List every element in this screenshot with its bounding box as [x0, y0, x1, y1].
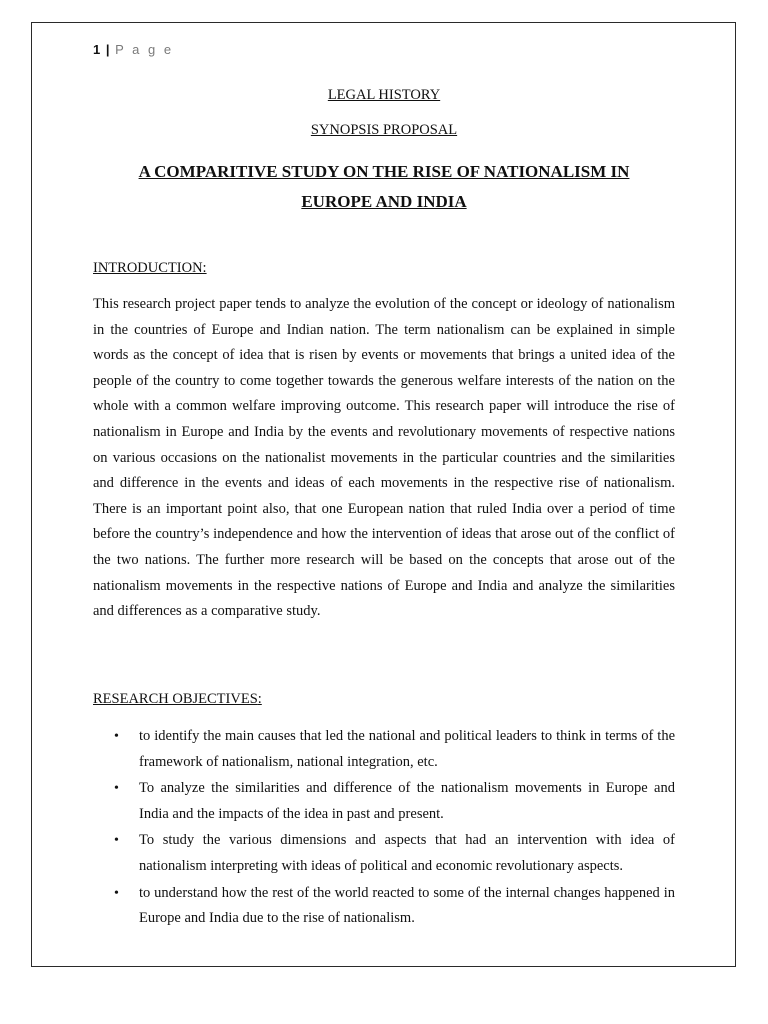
objectives-heading: [93, 691, 262, 708]
introduction-heading: [93, 260, 207, 277]
introduction-paragraph: This research project paper tends to analyze the evolution of the concept or ideology of nationalism in the countries of Europe and Indian nation. The term nationalism can be explained in simple words as the concept of idea that is risen by events or movements that brings a united idea of the people of the country to come together towards the generous welfare interests of the nation on the whole with a common welfare improving outcome. This research paper will introduce the rise of nationalism in Europe and India by the events and revolutionary movements of respective nations on various occasions on the nationalist movements in the particular countries and the similarities and difference in the events and ideas of each movements in the respective rise of nationalism. There is an important point also, that one European nation that ruled India over a period of time before the country’s independence and how the intervention of ideas that arose out of the conflict of the two nations. The further more research will be based on the concepts that arose out of the nationalism movements in the respective nations of Europe and India and analyze the similarities and differences as a comparative study.: [93, 296, 675, 620]
objectives-heading-colon: :: [257, 691, 262, 707]
bullet-icon: •: [114, 885, 119, 901]
list-item: [93, 828, 675, 879]
introduction-heading-text: INTRODUCTION: [93, 260, 203, 276]
page-label: P a g e: [115, 42, 174, 57]
objective-text: to identify the main causes that led the national and political leaders to think in terms of the framework of nationalism, national integration, etc.: [139, 728, 675, 770]
objective-text: To study the various dimensions and aspects that had an intervention with idea of nationalism interpreting with ideas of political and economic revolutionary aspects.: [139, 832, 675, 874]
objectives-heading-text: RESEARCH OBJECTIVES: [93, 691, 258, 707]
header-separator: |: [105, 42, 111, 57]
list-item: [93, 724, 675, 775]
bullet-icon: •: [114, 729, 119, 744]
course-title: LEGAL HISTORY: [327, 87, 441, 103]
list-item: [93, 881, 675, 932]
bullet-icon: •: [114, 781, 119, 797]
page-header: [93, 42, 174, 57]
introduction-heading-colon: :: [202, 260, 207, 276]
objective-text: To analyze the similarities and difference of the nationalism movements in Europe and India and the impacts of the idea in past and present.: [139, 780, 675, 822]
document-type: SYNOPSIS PROPOSAL: [310, 122, 458, 138]
bullet-icon: •: [114, 833, 119, 849]
page-number: 1: [93, 42, 102, 57]
objectives-list: [93, 724, 675, 933]
main-title: A COMPARITIVE STUDY ON THE RISE OF NATIONALISM IN EUROPE AND INDIA: [138, 162, 630, 211]
objective-text: to understand how the rest of the world reacted to some of the internal changes happened in Europe and India due to the rise of nationalism.: [139, 884, 675, 927]
list-item: [93, 776, 675, 827]
